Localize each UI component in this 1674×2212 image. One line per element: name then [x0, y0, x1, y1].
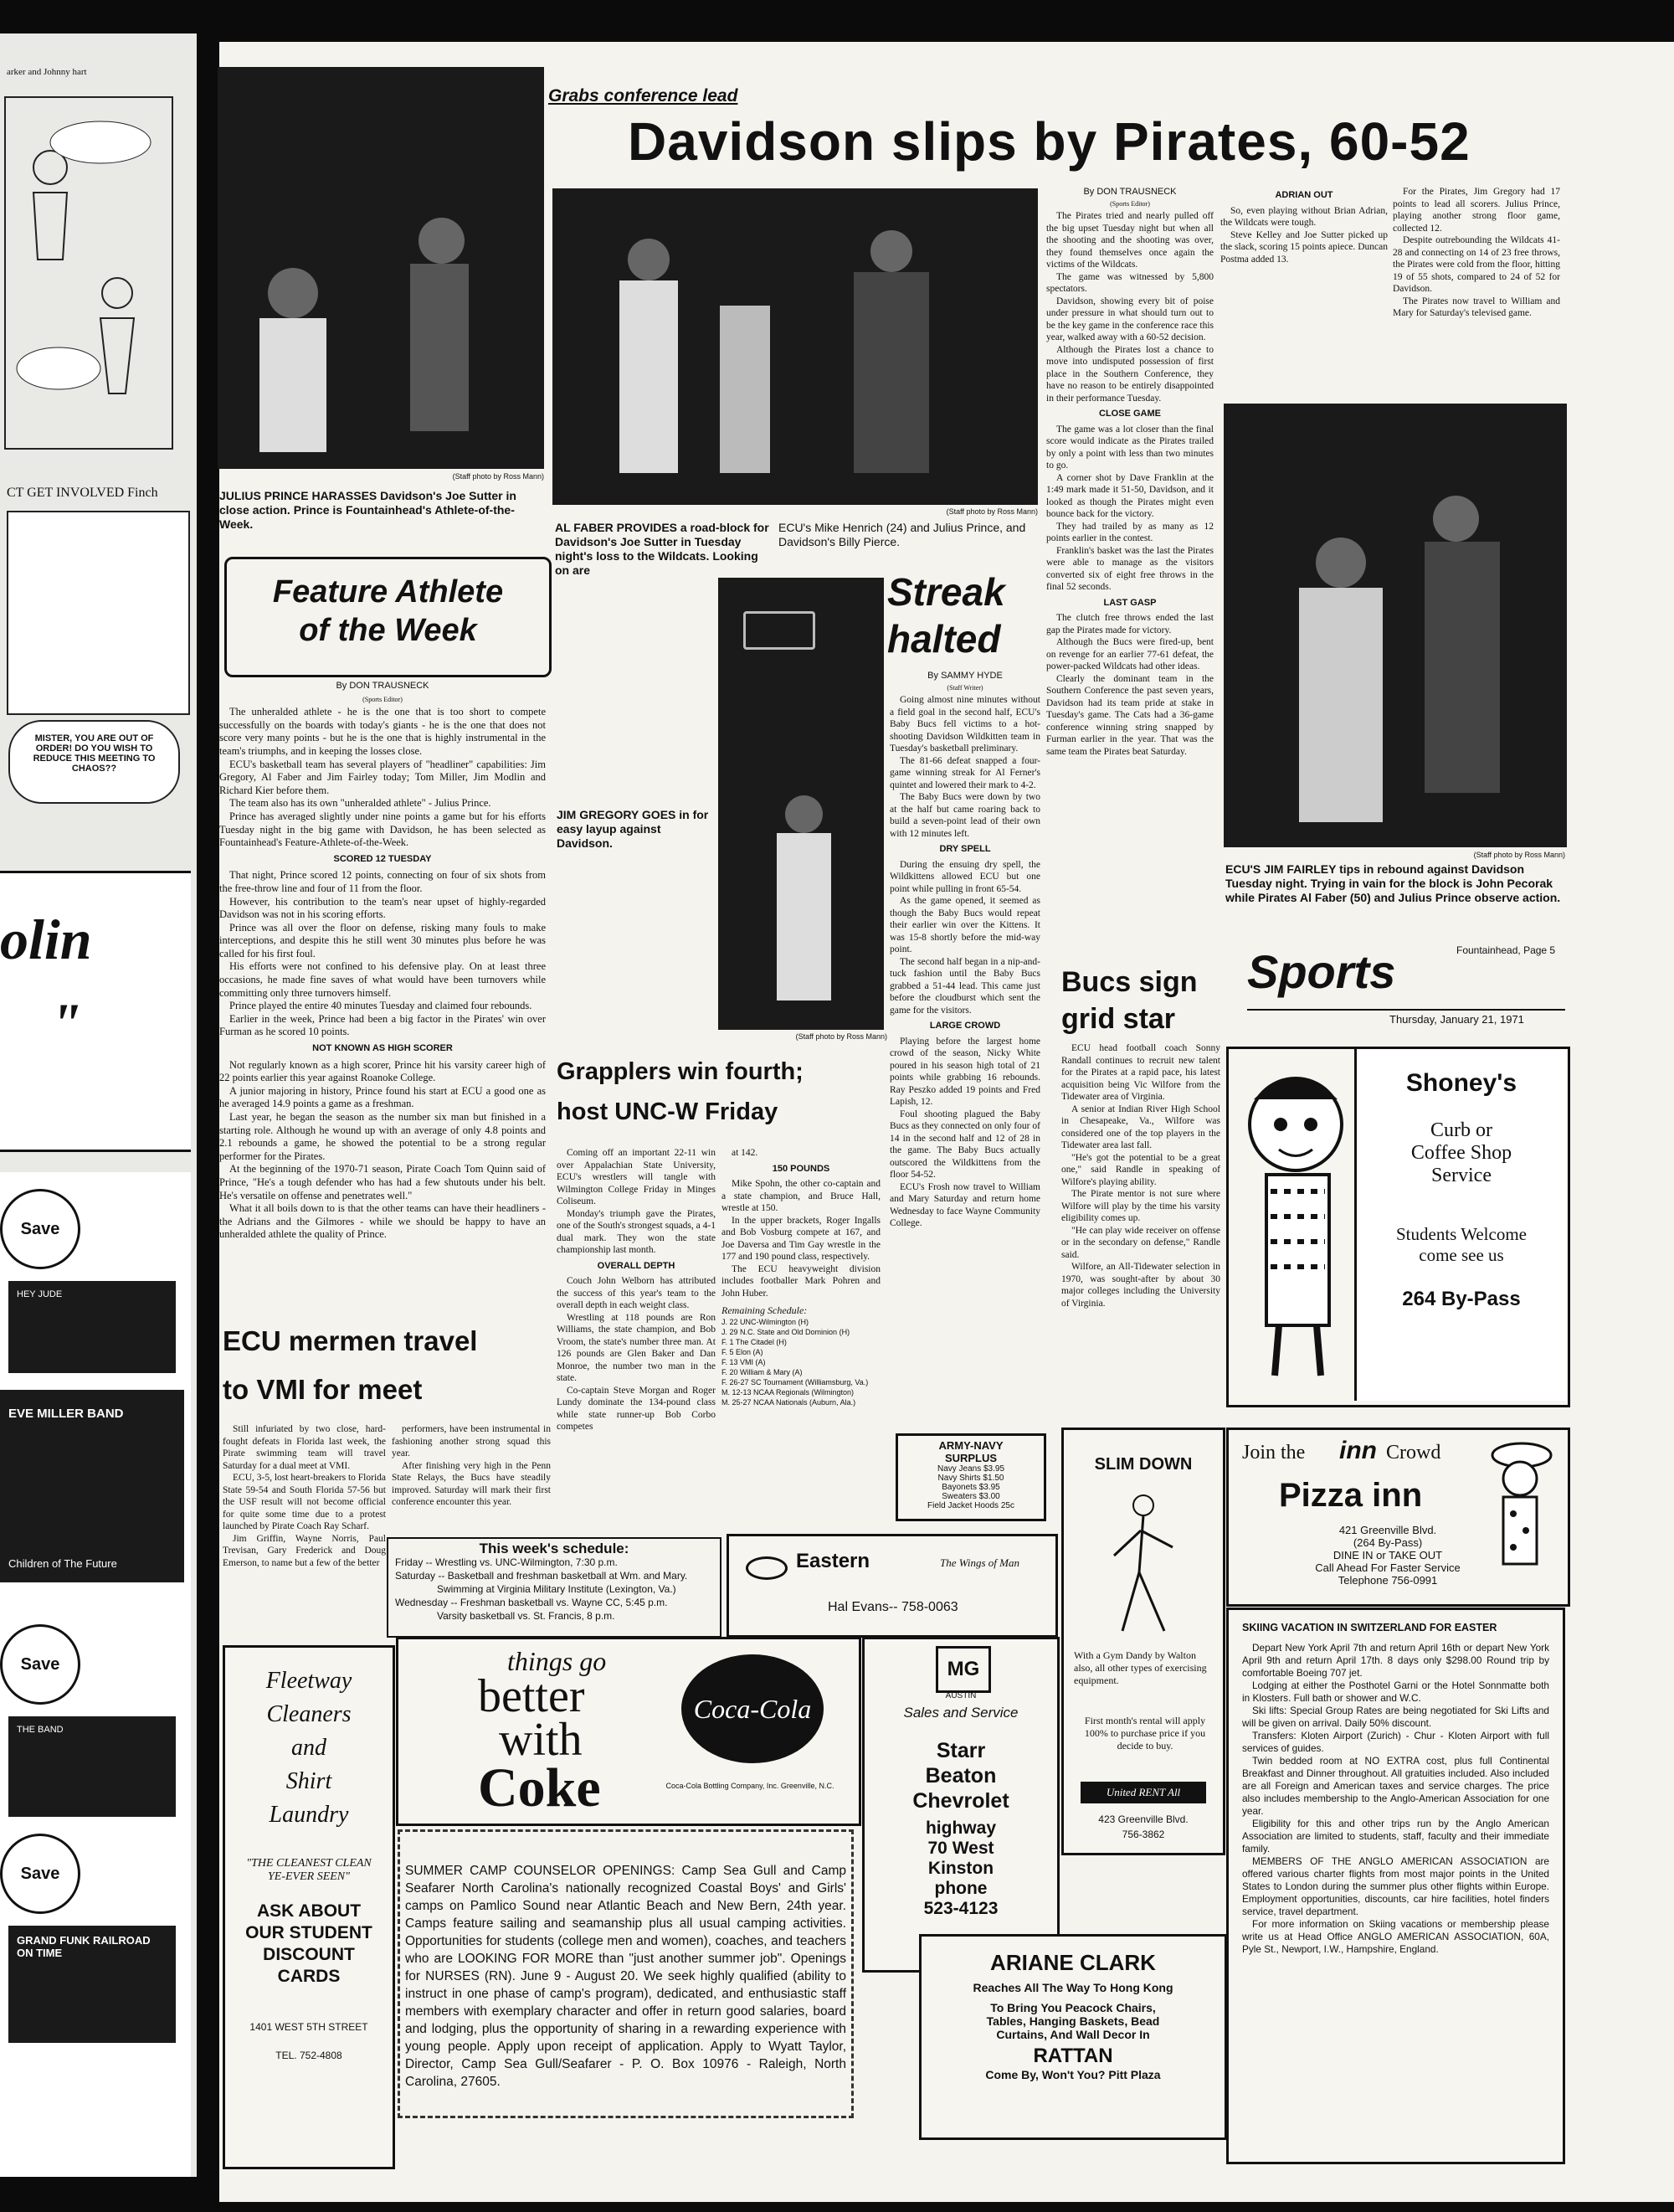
eastern-airlines-ad: Eastern The Wings of Man Hal Evans-- 758-0063 — [727, 1534, 1058, 1638]
jim-fairley-photo — [1224, 404, 1567, 847]
remaining-schedule-title: Remaining Schedule: — [721, 1304, 808, 1316]
ad-quote: " — [50, 991, 82, 1055]
feature-title-2: of the Week — [299, 613, 477, 648]
jim-gregory-photo — [718, 578, 884, 1030]
photo-caption: ECU'S JIM FAIRLEY tips in rebound against Davidson Tuesday night. Trying in vain for the block is John Pecorak while Pirates Al Faber (50) and Julius Prince observe action. — [1225, 862, 1561, 904]
cartoon-caption: CT GET INVOLVED Finch — [7, 486, 158, 500]
save-badge: Save — [0, 1834, 80, 1914]
grapplers-title-2: host UNC-W Friday — [557, 1098, 778, 1125]
pizza-inn-address: 421 Greenville Blvd. (264 By-Pass) DINE IN or TAKE OUT Call Ahead For Faster Service Telephone 756-0991 — [1315, 1524, 1461, 1587]
grapplers-col1: Coming off an important 22-11 win over Appalachian State University, ECU's wrestlers will tangle with Wilmington College Friday in Minges Coliseum. Monday's triumph gave the Pirates, one of the South's strongest squads, a 4-1 dual mark. They won the state championship last month. OVERALL DEPTH Couch John Welborn has attributed the success of this year's team to the overall depth in each weight class. Wrestling at 118 pounds are Ron Williams, the state champion, and Bob Vroom, the state's number three man. At 126 pounds are Glen Baker and Dan Monroe, the number two man in the state. Co-captain Steve Morgan and Roger Lundy dominate the 134-pound class while state runner-up Bob Corbo competes — [557, 1148, 716, 1432]
album-cover: THE BAND — [8, 1716, 176, 1817]
save-badge: Save — [0, 1624, 80, 1705]
grapplers-title: Grapplers win fourth; — [557, 1058, 804, 1085]
previous-page-strip — [0, 33, 197, 2177]
coca-cola-ad: things go better with Coke Coca-Cola Coca-Cola Bottling Company, Inc. Greenville, N.C. — [396, 1637, 861, 1826]
julius-prince-photo — [218, 67, 544, 469]
shoneys-info: Shoney's Curb or Coffee Shop Service Students Welcome come see us 264 By-Pass — [1354, 1049, 1566, 1401]
coca-cola-disc: Coca-Cola — [681, 1654, 824, 1763]
page-folio: Fountainhead, Page 5 — [1456, 944, 1556, 956]
shoneys-ad — [1226, 1047, 1570, 1407]
al-faber-photo — [552, 188, 1038, 505]
army-navy-surplus-ad: ARMY-NAVY SURPLUS Navy Jeans $3.95 Navy Shirts $1.50 Bayonets $3.95 Sweaters $3.00 Field Jacket Hoods 25c — [896, 1433, 1046, 1521]
eastern-logo-icon — [746, 1556, 788, 1580]
big-boy-mascot-icon — [1237, 1066, 1363, 1384]
second-comic — [7, 511, 190, 715]
mermen-col1: Still infuriated by two close, hard-fought defeats in Florida last week, the Pirate swimming team will travel Saturday for a dual meet at VMI. ECU, 3-5, lost heart-breakers to Florida State 59-54 and South Florida 57-56 but the USF result will not become official for quite some time due to a protest launched by Pirate Coach Ray Scharf. Jim Griffin, Wayne Norris, Paul Trevisan, Gary Frederick and Doug Emerson, to name but a few of the better — [223, 1424, 386, 1568]
pizza-inn-ad: Join the inn Crowd Pizza inn 421 Greenville Blvd. (264 By-Pass) DINE IN or TAKE OUT Call Ahead For Faster Service Telephone 756-0991 — [1226, 1428, 1570, 1607]
weekly-schedule: This week's schedule: Friday -- Wrestling vs. UNC-Wilmington, 7:30 p.m. Saturday -- Basketball and freshman basketball at Wm. and Mary. Swimming at Virginia Military Institute (Lexington, Va.) Wednesday -- Freshman basketball vs. Wayne CC, 5:45 p.m. Varsity basketball vs. St. Francis, 8 p.m. — [387, 1537, 721, 1638]
summer-camp-ad: SUMMER CAMP COUNSELOR OPENINGS: Camp Sea Gull and Camp Seafarer North Carolina's nationally recognized Coastal Boys' and Girls' camps on Pamlico Sound near Atlantic Beach and New Bern, 24th year. Camps feature sailing and seamanship plus all usual camping activities. Opportunities for students (college men and women), coaches, and teachers who are LOOKING FOR MORE than "just another summer job". Openings for NURSES (RN). June 9 - August 20. We seek highly qualified (ability to instruct in one phase of camp's program), dedicated, and enthusiastic staff members with exemplary character and offer in return good salaries, board and lodging, plus the opportunity of sharing in a rewarding experience with young people. Apply upon receipt of application. Apply to Wyatt Taylor, Director, Camp Sea Gull/Seafarer - P. O. Box 10976 - Raleigh, North Carolina, 27605. — [398, 1829, 854, 2118]
main-story-col2: ADRIAN OUT So, even playing without Brian Adrian, the Wildcats were tough. Steve Kelley and Joe Sutter picked up the slack, scoring 15 points apiece. Duncan Postma added 13. — [1220, 190, 1388, 265]
fleetway-cleaners-ad: Fleetway Cleaners and Shirt Laundry "THE CLEANEST CLEAN YE-EVER SEEN" ASK ABOUT OUR STUDENT DISCOUNT CARDS 1401 WEST 5TH STREET TEL. 752-4808 — [223, 1645, 395, 2169]
dealer-address: highway 70 West Kinston phone 523-4123 — [923, 1818, 999, 1918]
main-headline: Davidson slips by Pirates, 60-52 — [628, 111, 1471, 172]
ariane-clark-ad: ARIANE CLARK Reaches All The Way To Hong Kong To Bring You Peacock Chairs, Tables, Hanging Baskets, Bead Curtains, And Wall Decor In RATTAN Come By, Won't You? Pitt Plaza — [919, 1934, 1227, 2140]
bucs-title: Bucs sign — [1061, 966, 1198, 998]
album-cover: GRAND FUNK RAILROAD ON TIME — [8, 1926, 176, 2043]
ski-vacation-ad: SKIING VACATION IN SWITZERLAND FOR EASTER Depart New York April 7th and return April 16th or depart New York April 9th and return April 17th. 8 days only $298.00 Round trip by comfortable Boeing 707 jet. Lodging at either the Posthotel Garni or the Hotel Sonnmatte both in Klosters. Full bath or shower and W.C. Ski lifts: Special Group Rates are being negotiated for Ski Lifts and will be given on arrival. Daily 50% discount. Transfers: Kloten Airport (Zurich) - Chur - Kloten Airport with full services of guides. Twin bedded room at NO EXTRA cost, plus full Continental Breakfast and Dinner throughout. All gratuities included. Also included are all Foreign and American taxes and service charges. The price also includes membership to the Anglo-American Association for one year. Eligibility for this and other trips run by the Anglo American Association are limited to students, staff, faculty and their immediate family. MEMBERS OF THE ANGLO AMERICAN ASSOCIATION are offered various charter flights from most major points in the United States to London during the summer plus other flights within Europe. Employment opportunities, discounts, car hire facilities, hotel finders service, travel department. For more information on Skiing vacations or membership please write us at Head Office ANGLO AMERICAN ASSOCIATION, 60A, Pyle St., Newport, I.W., Hampshire, England. — [1226, 1608, 1565, 2164]
starr-beaton-chevrolet-ad: MG AUSTIN Sales and Service Starr Beaton Chevrolet highway 70 West Kinston phone 523-4123 — [862, 1637, 1060, 1973]
feature-story: By DON TRAUSNECK (Sports Editor) The unheralded athlete - he is the one that is too short to compete successfully on the boards with today's giants - he is the one that does not score very many points - but he is the one that is highly instrumental in the team's triumphs, and in keeping the losses close. ECU's basketball team has several players of "headliner" capabilities: Jim Gregory, Al Faber and Jim Fairley today; Tom Miller, Jim Modlin and Richard Kier before them. The team also has its own "unheralded athlete" - Julius Prince. Prince has averaged slightly under nine points a game but for his efforts Tuesday night in the big game with Davidson, he has been selected as Fountainhead's Feature-Athlete-of-the-Week. SCORED 12 TUESDAY That night, Prince scored 12 points, connecting on four of six shots from the free-throw line and four of 11 from the floor. However, his contribution to the team's near upset of highly-regarded Davidson was not in his scoring efforts. Prince was all over the floor on defense, risking many fouls to make interceptions, and despite this he still went 30 minutes plus before he was called for his first foul. His efforts were not confined to his defensive play. On at least three occasions, he made fine saves of what would have been turnovers while committing only three turnovers himself. Prince played the entire 40 minutes Tuesday and claimed four rebounds. Earlier in the week, Prince had been a big factor in the Pirates' win over Furman as he scored 10 points. NOT KNOWN AS HIGH SCORER Not regularly known as a high scorer, Prince hit his varsity career high of 22 points earlier this year against Roanoke College. A junior majoring in history, Prince found his start at ECU a good one as he averaged 14.9 points a game as a freshman. Last year, he began the season as the number six man but finished in a starting role. Although he wound up with an average of only 4.8 points and 2.1 rebounds a game, he showed the potential to be a strong regular performer for the Pirates. At the beginning of the 1970-71 season, Pirate Coach Tom Quinn said of Prince, "He's a tough defender who has had a few shutouts under his belt. He's versatile on offense and penetrates well." What it all boils down to is that the other teams can have their headliners - the Adrians and the Gilmores - while we should be happy to have an unheralded athlete the quality of Prince. — [219, 681, 546, 1241]
photo-caption: AL FABER PROVIDES a road-block for Davidson's Joe Sutter in Tuesday night's loss to the Wildcats. Looking on are — [555, 521, 769, 577]
grapplers-col2: at 142. 150 POUNDS Mike Spohn, the other co-captain and a state champion, and Bruce Hall, wrestle at 150. In the upper brackets, Roger Ingalls and Bob Vosburg compete at 167, and Joe Daversa and Tim Gay wrestle in the 177 and 190 pound class, respectively. The ECU heavyweight division includes footballer Mark Pohren and John Huber. Remaining Schedule: J. 22 UNC-Wilmington (H) J. 29 N.C. State and Old Dominion (H) F. 1 The Citadel (H) F. 5 Elon (A) F. 13 VMI (A) F. 20 William & Mary (A) F. 26-27 SC Tournament (Williamsburg, Va.) M. 12-13 NCAA Regionals (Wilmington) M. 25-27 NCAA Nationals (Auburn, Ala.) — [721, 1148, 881, 1407]
comic-strip — [0, 92, 184, 460]
exercise-figure-icon — [1097, 1489, 1189, 1639]
ad-word: olin — [0, 908, 92, 971]
photo-credit: (Staff photo by Ross Mann) — [1473, 851, 1565, 859]
save-badge: Save — [0, 1189, 80, 1269]
mermen-col2: performers, have been instrumental in fashioning another strong squad this year. After finishing very high in the Penn State Relays, the Bucs have steadily improved. Saturday will mark their first conference encounter this year. — [392, 1424, 551, 1507]
cartoon-credit: arker and Johnny hart — [7, 67, 87, 77]
mermen-title-2: to VMI for meet — [223, 1374, 423, 1405]
mg-badge: MG — [936, 1646, 991, 1693]
photo-caption: JULIUS PRINCE HARASSES Davidson's Joe Sutter in close action. Prince is Fountainhead's Athlete-of-the-Week. — [219, 489, 516, 531]
photo-caption: JIM GREGORY GOES in for easy layup against Davidson. — [557, 808, 709, 850]
album-ad-top — [0, 871, 191, 1152]
photo-credit: (Staff photo by Ross Mann) — [452, 472, 544, 481]
photo-credit: (Staff photo by Ross Mann) — [946, 507, 1038, 516]
album-cover: EVE MILLER BAND Children of The Future — [0, 1390, 184, 1582]
mermen-title: ECU mermen travel — [223, 1325, 478, 1356]
comic-drawing-icon — [0, 92, 184, 460]
main-story-col1: By DON TRAUSNECK (Sports Editor) The Pirates tried and nearly pulled off the big upset Tuesday night but when all the shooting and the shooting was over, they found themselves once again the victims of the Wildcats. The game was witnessed by 5,800 spectators. Davidson, showing every bit of poise under pressure in what should turn out to be the key game in the conference race this year, walked away with a 60-52 decision. Although the Pirates lost a chance to move into undisputed possession of first place in the Southern Conference, they have no reason to be entirely disappointed in their performance Tuesday. CLOSE GAME The game was a lot closer than the final score would indicate as the Pirates trailed by only a point with less than two minutes to go. A corner shot by Dave Franklin at the 1:49 mark made it 51-50, Davidson, and it looked as though the Pirates might even bounce back for the victory. They had trailed by as many as 12 points earlier in the contest. Franklin's basket was the last the Pirates were able to manage as the visitors converted six of eight free throws in the final 52 seconds. LAST GASP The clutch free throws ended the last gap the Pirates made for victory. Although the Bucs were fired-up, bent on revenge for an earlier 77-61 defeat, the power-packed Wildcats had other ideas. Clearly the dominant team in the Southern Conference the past seven years, Davidson had its team pride at stake in Tuesday's game. The Cats had a 36-game conference winning string snapped by Furman earlier in the year. That was the same team the Pirates beat Saturday. — [1046, 187, 1214, 757]
bucs-title-2: grid star — [1061, 1003, 1176, 1035]
streak-title: Streak — [887, 570, 1005, 614]
streak-title-2: halted — [887, 617, 1001, 661]
feature-title-box — [224, 557, 552, 677]
photo-caption: ECU's Mike Henrich (24) and Julius Prince, and Davidson's Billy Pierce. — [778, 521, 1026, 548]
rent-all-logo: United RENT All — [1081, 1782, 1206, 1803]
feature-title: Feature Athlete — [272, 574, 504, 610]
dealer-name: Starr Beaton Chevrolet — [912, 1739, 1009, 1813]
main-story-col3: For the Pirates, Jim Gregory had 17 points to lead all scorers. Julius Prince, playing another strong floor game, collected 12. Despite outrebounding the Wildcats 41-28 and connecting on 14 of 23 free throws, the Pirates were cold from the floor, hitting 19 of 55 shots, compared to 24 of 52 for Davidson. The Pirates now travel to William and Mary for Saturday's televised game. — [1393, 187, 1560, 318]
streak-story: By SAMMY HYDE (Staff Writer) Going almost nine minutes without a field goal in the second half, ECU's Baby Bucs fell victims to a hot-shooting Davidson Wildkitten team in Tuesday's basketball preliminary. The 81-66 defeat snapped a four-game winning streak for Al Ferner's quintet and lowered their mark to 4-2. The Baby Bucs were down by two at the half but came roaring back to build a seven-point lead of their own with 12 minutes left. DRY SPELL During the ensuing dry spell, the Wildkittens allowed ECU but one point while pulling in front 65-54. As the game opened, it seemed as though the Baby Bucs would repeat their earlier win over the Kittens. It was 15-8 shortly before the mid-way point. The second half began in a nip-and-tuck fashion until the Baby Bucs grabbed a 51-44 lead. This came just before the cloudburst which sent the game for the visitors. LARGE CROWD Playing before the largest home crowd of the season, Nicky White poured in his season high total of 21 points while grabbing 16 rebounds. Ray Peszko added 19 points and Fred Lapish, 12. Foul shooting plagued the Baby Bucs as they connected on only four of 14 in the second half and 12 of 28 in the game. The Baby Bucs actually outscored the Wildkittens from the floor 54-52. ECU's Frosh now travel to William and Mary Saturday and return home Wednesday to face Wayne Community College. — [890, 671, 1040, 1228]
sports-section-title: Sports — [1247, 945, 1396, 998]
speech-bubble: MISTER, YOU ARE OUT OF ORDER! DO YOU WISH TO REDUCE THIS MEETING TO CHAOS?? — [8, 720, 180, 804]
bucs-story: ECU head football coach Sonny Randall continues to recruit new talent for the Pirates at a rapid pace, his latest acquisition being Vic Wilfore from the Tidewater area of Virginia. A senior at Indian River High School in Chesapeake, Va., Wilfore was considered one of the top players in the Tidewater area last fall. "He's got the potential to be a great one," said Randle in speaking of Wilfore's playing ability. The Pirate mentor is not sure where Wilfore will play by the time his varsity eligibility comes up. "He can play wide receiver on offense or in the secondary on defense," Randle said. Wilfore, an All-Tidewater selection in 1970, was sought-after by about 30 major colleges including the University of Virginia. — [1061, 1043, 1220, 1309]
slim-down-ad: SLIM DOWN With a Gym Dandy by Walton also, all other types of exercising equipment. First month's rental will apply 100% to purchase price if you decide to buy. United RENT All 423 Greenville Blvd. 756-3862 — [1061, 1428, 1225, 1855]
record-ad — [0, 1172, 191, 2177]
album-cover: HEY JUDE — [8, 1281, 176, 1373]
story-kicker: Grabs conference lead — [548, 86, 738, 105]
remaining-schedule: J. 22 UNC-Wilmington (H) J. 29 N.C. State and Old Dominion (H) F. 1 The Citadel (H) F. 5 Elon (A) F. 13 VMI (A) F. 20 William & Mary (A) F. 26-27 SC Tournament (Williamsburg, Va.) M. 12-13 NCAA Regionals (Wilmington) M. 25-27 NCAA Nationals (Auburn, Ala.) — [721, 1317, 869, 1407]
pizza-inn-logo: Pizza inn — [1279, 1477, 1423, 1514]
issue-date: Thursday, January 21, 1971 — [1389, 1013, 1524, 1026]
photo-credit: (Staff photo by Ross Mann) — [795, 1032, 887, 1041]
